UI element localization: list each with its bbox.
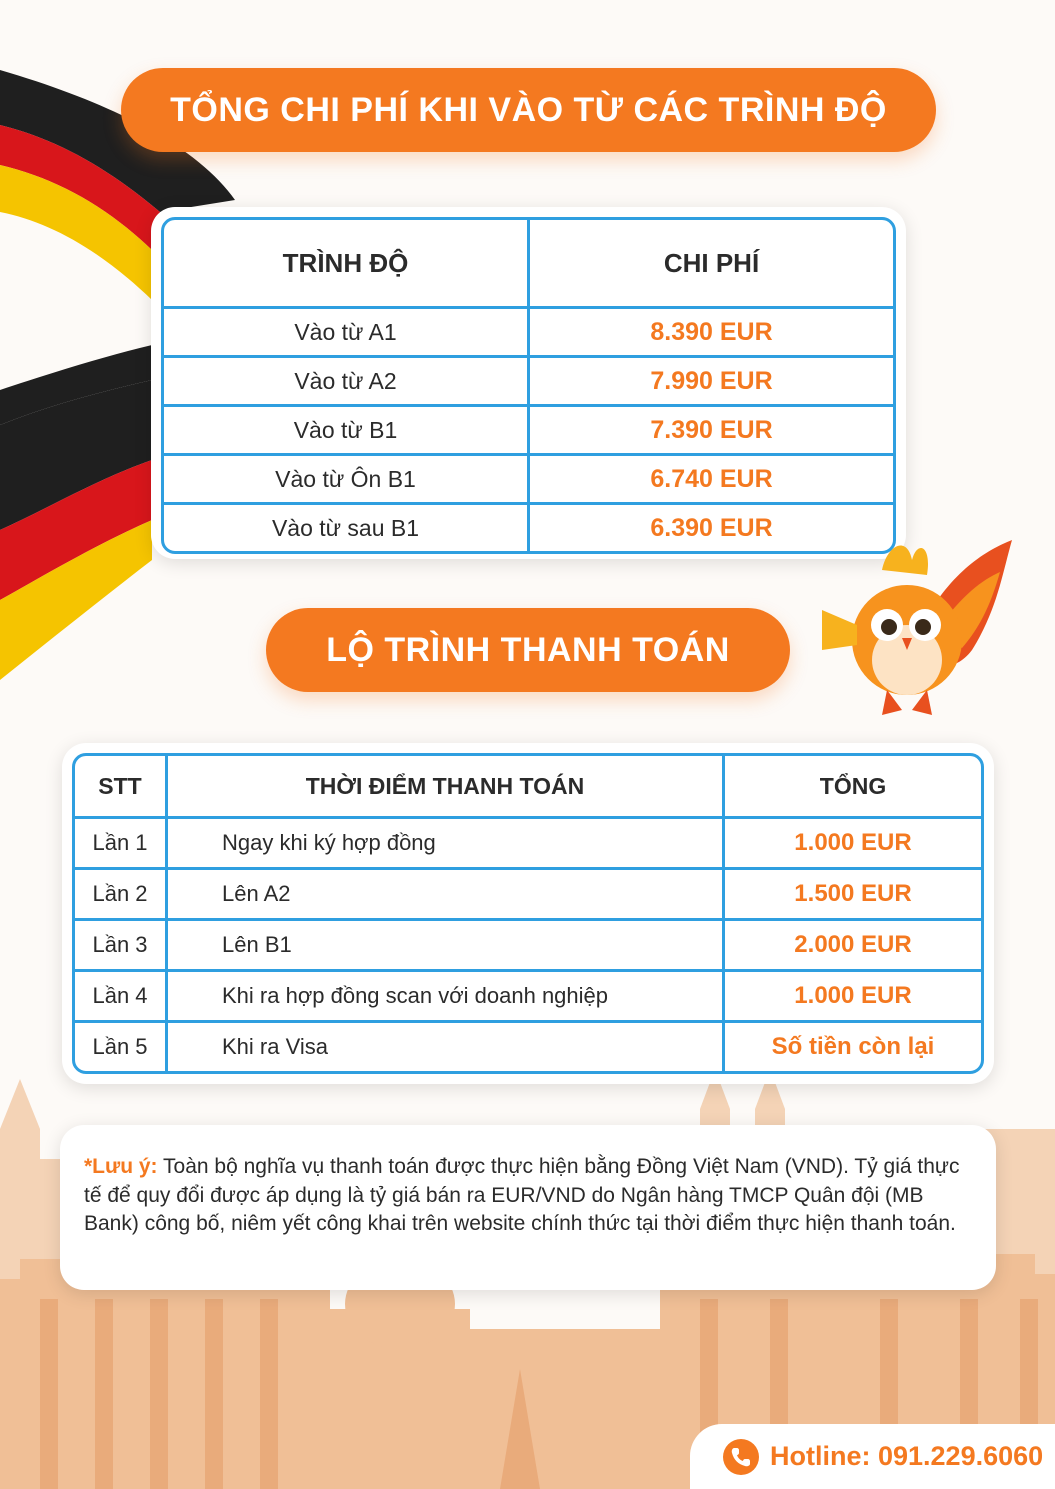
header-payment-time: THỜI ĐIỂM THANH TOÁN	[168, 756, 725, 819]
note-text: Toàn bộ nghĩa vụ thanh toán được thực hiện bằng Đồng Việt Nam (VND). Tỷ giá thực tế để quy đổi được áp dụng là tỷ giá bán ra EUR/VND do Ngân hàng TMCP Quân đội (MB Bank) công bố, niêm yết công khai trên website chính thức tại thời điểm thực hiện thanh toán.	[84, 1155, 960, 1235]
payment-time-cell: Lên A2	[168, 870, 725, 921]
phone-icon	[722, 1438, 760, 1476]
payment-time-cell: Khi ra Visa	[168, 1023, 725, 1071]
price-cell: 6.390 EUR	[650, 513, 773, 542]
payment-time-cell: Khi ra hợp đồng scan với doanh nghiệp	[168, 972, 725, 1023]
payment-time-cell: Lên B1	[168, 921, 725, 972]
payment-time-cell: Ngay khi ký hợp đồng	[168, 819, 725, 870]
hotline-text[interactable]: Hotline: 091.229.6060	[770, 1441, 1044, 1471]
cost-table-card	[151, 207, 906, 559]
table-header-row	[164, 220, 893, 309]
header-total: TỔNG	[725, 756, 981, 819]
table-row	[75, 972, 981, 1023]
level-cell: Vào từ A2	[164, 358, 530, 407]
table-row	[164, 358, 893, 407]
header-cost: CHI PHÍ	[530, 220, 893, 309]
note-label: *Lưu ý:	[84, 1155, 158, 1178]
table-row	[164, 407, 893, 456]
section-title-total-cost: TỔNG CHI PHÍ KHI VÀO TỪ CÁC TRÌNH ĐỘ	[121, 68, 936, 152]
hotline-badge[interactable]	[690, 1424, 1055, 1489]
stt-cell: Lần 4	[75, 972, 168, 1023]
level-cell: Vào từ B1	[164, 407, 530, 456]
table-row	[164, 456, 893, 505]
table-row	[75, 921, 981, 972]
table-row	[164, 309, 893, 358]
header-stt: STT	[75, 756, 168, 819]
table-row	[164, 505, 893, 551]
section-title-payment-plan: LỘ TRÌNH THANH TOÁN	[266, 608, 790, 692]
price-cell: 6.740 EUR	[530, 456, 893, 505]
amount-cell: Số tiền còn lại	[771, 1033, 935, 1060]
amount-cell: 1.500 EUR	[725, 870, 981, 921]
table-row	[75, 870, 981, 921]
price-cell: 7.390 EUR	[530, 407, 893, 456]
amount-cell: 2.000 EUR	[725, 921, 981, 972]
price-cell: 8.390 EUR	[530, 309, 893, 358]
header-level: TRÌNH ĐỘ	[164, 220, 530, 309]
payment-note	[60, 1125, 996, 1290]
level-cell: Vào từ Ôn B1	[164, 456, 530, 505]
stt-cell: Lần 3	[75, 921, 168, 972]
stt-cell: Lần 2	[75, 870, 168, 921]
cost-table	[161, 217, 896, 554]
mascot-owl-icon	[812, 530, 1017, 720]
amount-cell: 1.000 EUR	[725, 819, 981, 870]
payment-table-card	[62, 743, 994, 1084]
table-row	[75, 819, 981, 870]
price-cell: 7.990 EUR	[530, 358, 893, 407]
amount-cell: 1.000 EUR	[725, 972, 981, 1023]
level-cell: Vào từ A1	[164, 309, 530, 358]
stt-cell: Lần 1	[75, 819, 168, 870]
stt-cell: Lần 5	[75, 1023, 168, 1071]
level-cell: Vào từ sau B1	[164, 505, 530, 551]
payment-table	[72, 753, 984, 1074]
table-header-row	[75, 756, 981, 819]
table-row	[75, 1023, 981, 1071]
